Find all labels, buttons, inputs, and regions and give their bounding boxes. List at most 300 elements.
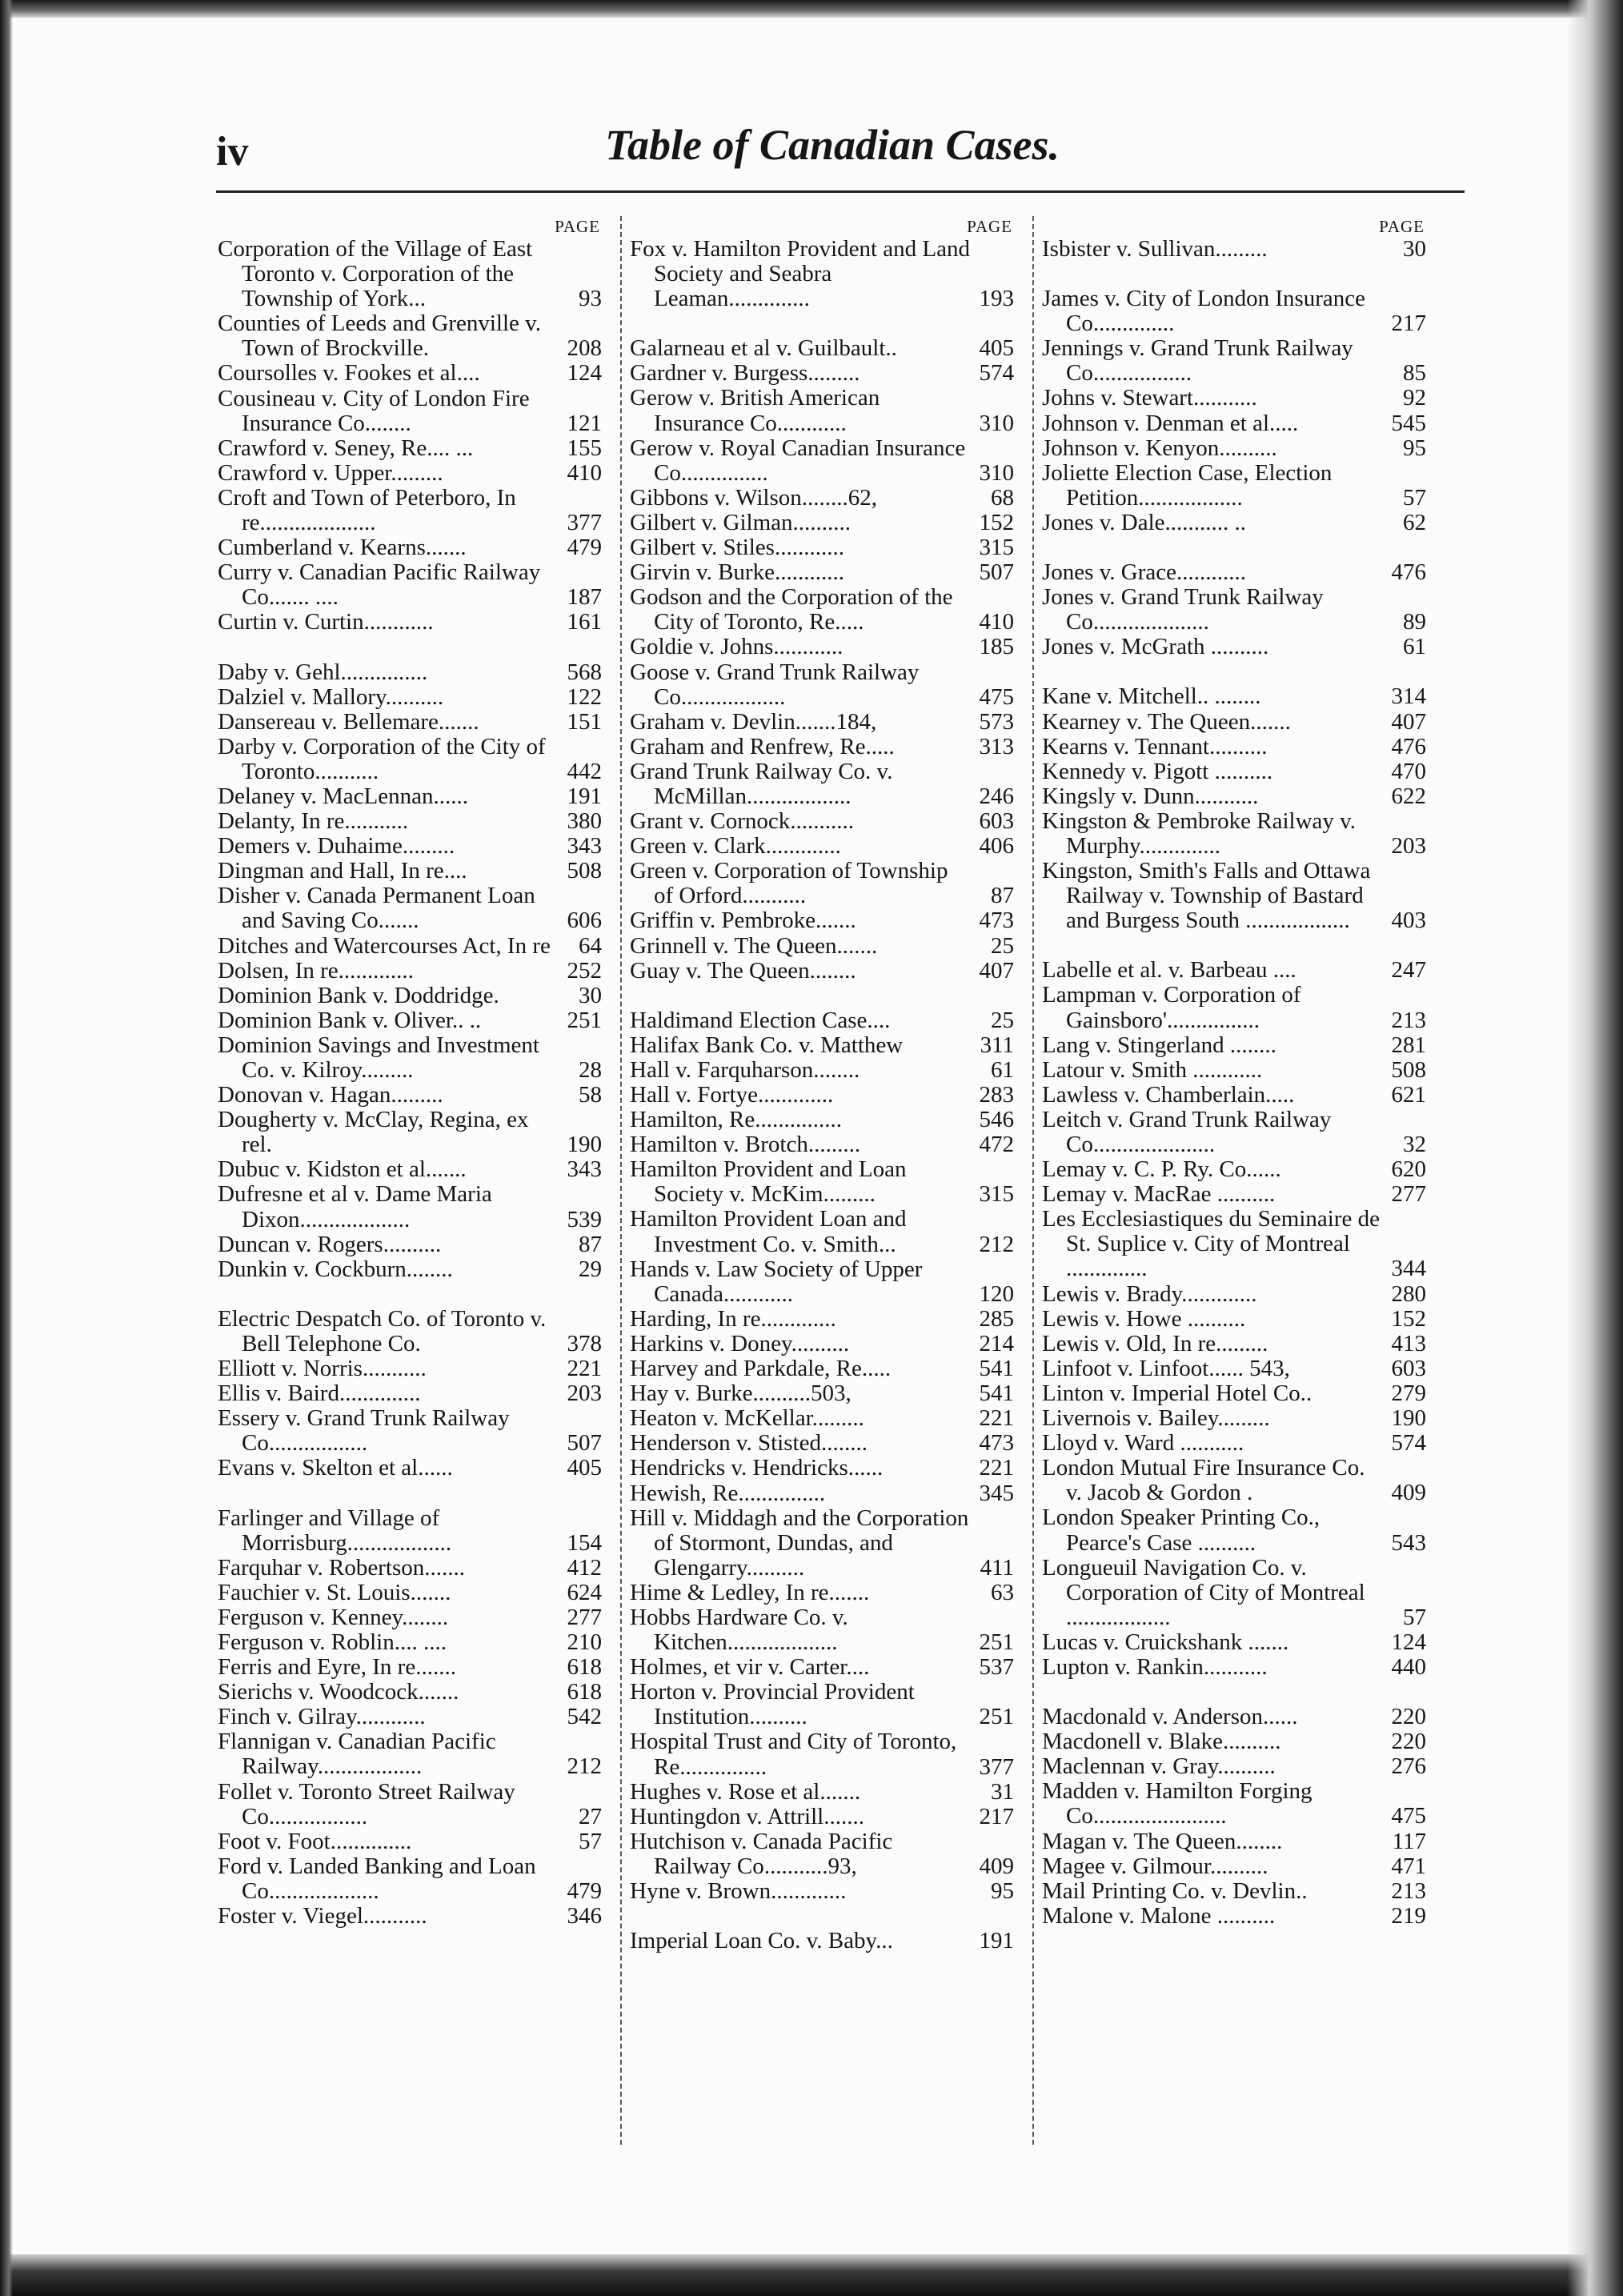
case-page-number: 543 <box>1391 1529 1426 1556</box>
case-page-number: 603 <box>1391 1355 1426 1381</box>
case-page-number: 151 <box>567 708 602 735</box>
case-name: Gardner v. Burgess......... <box>630 360 860 387</box>
case-entry <box>218 1108 602 1157</box>
case-entry <box>630 1506 1014 1581</box>
letter-group-gap <box>630 984 1014 1008</box>
case-page-number: 25 <box>991 1007 1014 1033</box>
case-entry <box>218 959 602 984</box>
case-page-number: 117 <box>1392 1828 1426 1854</box>
case-page-number: 507 <box>979 559 1014 586</box>
case-name: Lucas v. Cruickshank ....... <box>1042 1629 1289 1655</box>
case-entry <box>218 387 602 436</box>
case-entry <box>630 710 1014 735</box>
case-name: Grinnell v. The Queen....... <box>630 932 878 959</box>
case-entry <box>630 1879 1014 1904</box>
case-page-number: 277 <box>567 1604 602 1630</box>
case-name: Flannigan v. Canadian Pacific Railway.................. <box>218 1729 496 1780</box>
case-name: Madden v. Hamilton Forging Co....................... <box>1042 1778 1312 1829</box>
case-name: Haldimand Election Case.... <box>630 1007 891 1033</box>
case-name: Girvin v. Burke............ <box>630 559 844 586</box>
case-page-number: 277 <box>1391 1181 1426 1208</box>
case-page-number: 68 <box>991 484 1014 511</box>
case-page-number: 475 <box>979 683 1014 710</box>
case-entry <box>1042 1729 1426 1754</box>
case-page-number: 95 <box>1403 435 1426 461</box>
case-name: Essery v. Grand Trunk Railway Co................. <box>218 1405 510 1457</box>
case-entry <box>1042 286 1426 336</box>
case-entry <box>630 1381 1014 1406</box>
case-entry <box>630 560 1014 585</box>
case-page-number: 92 <box>1403 385 1426 411</box>
case-entry <box>218 1182 602 1232</box>
case-entry <box>630 1033 1014 1058</box>
page-column-label: PAGE <box>967 217 1012 236</box>
case-name: Gibbons v. Wilson........62, <box>630 484 877 511</box>
case-name: Goose v. Grand Trunk Railway Co.................. <box>630 659 920 710</box>
case-entry <box>630 635 1014 659</box>
case-name: Dingman and Hall, In re.... <box>218 858 467 884</box>
case-entry <box>630 859 1014 908</box>
case-page-number: 187 <box>567 584 602 611</box>
case-page-number: 64 <box>579 932 602 959</box>
case-name: Maclennan v. Gray.......... <box>1042 1753 1276 1780</box>
case-name: Kennedy v. Pigott .......... <box>1042 758 1273 784</box>
case-page-number: 212 <box>567 1753 602 1780</box>
case-name: Horton v. Provincial Provident Institution.......... <box>630 1679 915 1730</box>
case-page-number: 276 <box>1391 1753 1426 1780</box>
case-page-number: 208 <box>567 335 602 362</box>
case-page-number: 57 <box>579 1828 602 1854</box>
case-entry <box>1042 1406 1426 1431</box>
case-page-number: 479 <box>567 535 602 561</box>
case-page-number: 537 <box>979 1654 1014 1681</box>
case-page-number: 279 <box>1391 1380 1426 1406</box>
case-page-number: 620 <box>1391 1156 1426 1183</box>
case-entry <box>1042 461 1426 511</box>
case-entry <box>1042 859 1426 933</box>
case-entry <box>1042 735 1426 759</box>
case-name: Corporation of the Village of East Toronto v. Corporation of the Township of York... <box>218 236 533 312</box>
case-entry <box>1042 511 1426 535</box>
case-page-number: 61 <box>991 1056 1014 1083</box>
case-entry <box>630 1805 1014 1829</box>
case-entry <box>218 486 602 535</box>
case-page-number: 58 <box>579 1082 602 1108</box>
case-entry <box>218 1655 602 1680</box>
case-name: Latour v. Smith ............ <box>1042 1056 1263 1083</box>
case-entry <box>1042 759 1426 784</box>
case-name: Johns v. Stewart........... <box>1042 385 1257 411</box>
case-page-number: 472 <box>979 1132 1014 1158</box>
case-name: Lupton v. Rankin........... <box>1042 1653 1268 1680</box>
case-page-number: 507 <box>567 1430 602 1457</box>
case-page-number: 411 <box>980 1554 1014 1581</box>
case-page-number: 508 <box>1391 1056 1426 1083</box>
page-title: Table of Canadian Cases. <box>604 121 1060 169</box>
case-page-number: 539 <box>567 1206 602 1232</box>
case-page-number: 61 <box>1403 634 1426 660</box>
case-entry <box>218 1854 602 1904</box>
case-entry <box>218 710 602 735</box>
case-name: Lloyd v. Ward ........... <box>1042 1430 1244 1457</box>
case-name: Johnson v. Kenyon.......... <box>1042 435 1277 461</box>
case-entry <box>218 834 602 859</box>
case-page-number: 280 <box>1391 1280 1426 1307</box>
case-name: Dominion Savings and Investment Co. v. Kilroy......... <box>218 1032 539 1083</box>
case-entry <box>218 660 602 685</box>
case-page-number: 29 <box>579 1256 602 1282</box>
case-name: Lemay v. MacRae .......... <box>1042 1181 1276 1208</box>
case-page-number: 546 <box>979 1107 1014 1133</box>
case-name: Hall v. Fortye............. <box>630 1082 834 1108</box>
case-entry <box>630 759 1014 809</box>
case-name: Fauchier v. St. Louis....... <box>218 1579 451 1605</box>
case-name: Hamilton, Re............... <box>630 1107 843 1133</box>
case-entry <box>630 1108 1014 1132</box>
case-name: Magan v. The Queen........ <box>1042 1828 1283 1854</box>
case-name: Jones v. Grace............ <box>1042 559 1247 586</box>
case-entry <box>1042 1307 1426 1332</box>
case-entry <box>218 1581 602 1605</box>
case-name: Electric Despatch Co. of Toronto v. Bell Telephone Co. <box>218 1305 547 1356</box>
case-entry <box>218 1904 602 1929</box>
case-name: Labelle et al. v. Barbeau .... <box>1042 957 1296 984</box>
case-name: Guay v. The Queen........ <box>630 957 856 984</box>
case-page-number: 121 <box>567 410 602 436</box>
case-page-number: 476 <box>1391 559 1426 586</box>
case-entry <box>630 237 1014 311</box>
case-entry <box>218 1257 602 1282</box>
page-column-label: PAGE <box>1379 217 1425 236</box>
case-entry <box>218 735 602 784</box>
case-page-number: 377 <box>979 1753 1014 1780</box>
case-name: Gerow v. Royal Canadian Insurance Co............... <box>630 435 966 486</box>
case-page-number: 311 <box>980 1032 1014 1058</box>
case-page-number: 573 <box>979 708 1014 735</box>
case-entry <box>630 436 1014 486</box>
case-entry <box>630 336 1014 361</box>
case-page-number: 247 <box>1391 957 1426 984</box>
case-entry <box>630 386 1014 435</box>
case-page-number: 210 <box>567 1629 602 1655</box>
case-page-number: 154 <box>567 1529 602 1556</box>
case-entry <box>218 361 602 386</box>
case-entry <box>1042 1854 1426 1879</box>
case-name: Kingston & Pembroke Railway v. Murphy.............. <box>1042 807 1356 859</box>
scan-edge-bottom <box>0 2254 1623 2296</box>
case-page-number: 442 <box>567 758 602 784</box>
case-name: Sierichs v. Woodcock....... <box>218 1679 459 1705</box>
case-name: Dalziel v. Mallory.......... <box>218 683 444 710</box>
case-name: Hamilton v. Brotch......... <box>630 1132 861 1158</box>
case-entry <box>630 1431 1014 1456</box>
case-name: Harkins v. Doney.......... <box>630 1330 850 1356</box>
case-name: Dunkin v. Cockburn........ <box>218 1256 453 1282</box>
case-page-number: 378 <box>567 1330 602 1356</box>
case-page-number: 155 <box>567 435 602 461</box>
case-page-number: 87 <box>991 883 1014 909</box>
case-entry <box>630 1929 1014 1953</box>
letter-group-gap <box>630 1904 1014 1929</box>
case-page-number: 409 <box>979 1853 1014 1879</box>
case-entry <box>1042 1083 1426 1108</box>
case-name: Hill v. Middagh and the Corporation of Stormont, Dundas, and Glengarry.......... <box>630 1505 969 1581</box>
case-page-number: 213 <box>1391 1007 1426 1033</box>
case-entry <box>218 311 602 361</box>
case-name: Farlinger and Village of Morrisburg.................. <box>218 1505 452 1556</box>
case-page-number: 479 <box>567 1877 602 1904</box>
case-name: Gilbert v. Gilman.......... <box>630 509 851 535</box>
case-name: Darby v. Corporation of the City of Toronto........... <box>218 733 546 784</box>
case-entry <box>218 809 602 834</box>
case-name: Lang v. Stingerland ........ <box>1042 1032 1276 1058</box>
case-name: Isbister v. Sullivan......... <box>1042 236 1268 262</box>
scan-edge-right <box>1567 0 1623 2296</box>
case-entry <box>630 1257 1014 1307</box>
case-entry <box>218 1381 602 1406</box>
case-page-number: 542 <box>567 1704 602 1730</box>
case-page-number: 85 <box>1403 360 1426 387</box>
case-name: Lemay v. C. P. Ry. Co...... <box>1042 1156 1281 1183</box>
case-page-number: 343 <box>567 833 602 859</box>
case-name: Goldie v. Johns............ <box>630 634 844 660</box>
case-page-number: 221 <box>979 1455 1014 1481</box>
case-name: Johnson v. Denman et al..... <box>1042 410 1299 436</box>
case-entry <box>630 735 1014 759</box>
header-rule <box>216 190 1465 193</box>
case-name: Hospital Trust and City of Toronto, Re............... <box>630 1729 957 1780</box>
case-name: Imperial Loan Co. v. Baby... <box>630 1928 893 1954</box>
case-page-number: 93 <box>579 286 602 312</box>
case-entry <box>1042 1356 1426 1381</box>
case-name: Halifax Bank Co. v. Matthew <box>630 1032 904 1058</box>
case-entry <box>630 511 1014 535</box>
case-name: Dougherty v. McClay, Regina, ex rel. <box>218 1107 529 1158</box>
case-page-number: 219 <box>1391 1902 1426 1929</box>
case-page-number: 508 <box>567 858 602 884</box>
case-name: Leitch v. Grand Trunk Railway Co..................... <box>1042 1106 1332 1157</box>
case-entry <box>630 809 1014 834</box>
case-page-number: 152 <box>979 509 1014 535</box>
case-entry <box>1042 1505 1426 1555</box>
case-page-number: 89 <box>1403 609 1426 635</box>
case-page-number: 314 <box>1391 683 1426 710</box>
case-entry <box>1042 635 1426 659</box>
page-column-label: PAGE <box>555 217 600 236</box>
case-page-number: 217 <box>979 1803 1014 1829</box>
case-entry <box>630 959 1014 984</box>
case-name: Daby v. Gehl............... <box>218 659 428 685</box>
case-entry <box>1042 1207 1426 1281</box>
case-page-number: 221 <box>567 1356 602 1382</box>
case-page-number: 220 <box>1391 1704 1426 1730</box>
case-page-number: 28 <box>579 1057 602 1083</box>
case-page-number: 410 <box>979 609 1014 635</box>
case-entry <box>630 1456 1014 1481</box>
case-name: Kearns v. Tennant.......... <box>1042 733 1268 759</box>
case-page-number: 203 <box>567 1380 602 1407</box>
case-entry <box>1042 1456 1426 1505</box>
case-page-number: 217 <box>1391 311 1426 337</box>
case-name: Jones v. Dale........... .. <box>1042 509 1247 535</box>
case-page-number: 252 <box>567 957 602 984</box>
case-name: Grant v. Cornock........... <box>630 808 855 835</box>
case-entry <box>630 1481 1014 1506</box>
case-page-number: 251 <box>979 1704 1014 1730</box>
case-name: Livernois v. Bailey......... <box>1042 1405 1270 1432</box>
case-name: Foster v. Viegel........... <box>218 1903 427 1929</box>
case-entry <box>1042 585 1426 635</box>
case-entry <box>630 660 1014 710</box>
case-entry <box>630 1680 1014 1729</box>
case-page-number: 32 <box>1403 1132 1426 1157</box>
case-entry <box>630 1829 1014 1879</box>
case-name: Henderson v. Stisted........ <box>630 1430 868 1457</box>
case-entry <box>630 1207 1014 1256</box>
case-name: Harding, In re............. <box>630 1305 836 1332</box>
case-page-number: 220 <box>1391 1729 1426 1755</box>
case-entry <box>218 1729 602 1779</box>
case-entry <box>1042 684 1426 709</box>
case-page-number: 310 <box>979 459 1014 486</box>
case-page-number: 409 <box>1391 1480 1426 1506</box>
case-name: London Speaker Printing Co., Pearce's Case .......... <box>1042 1505 1320 1556</box>
case-page-number: 380 <box>567 808 602 835</box>
case-entry <box>630 486 1014 511</box>
case-entry <box>630 1332 1014 1356</box>
case-page-number: 568 <box>567 659 602 685</box>
case-entry <box>218 859 602 884</box>
case-page-number: 407 <box>1391 708 1426 735</box>
case-page-number: 541 <box>979 1356 1014 1382</box>
case-page-number: 221 <box>979 1405 1014 1432</box>
case-name: Follet v. Toronto Street Railway Co................. <box>218 1778 515 1829</box>
case-name: Elliott v. Norris........... <box>218 1356 427 1382</box>
case-entry <box>630 585 1014 635</box>
case-entry <box>218 610 602 635</box>
case-page-number: 213 <box>1391 1877 1426 1904</box>
case-name: Linton v. Imperial Hotel Co.. <box>1042 1380 1312 1406</box>
case-entry <box>1042 436 1426 461</box>
case-page-number: 285 <box>979 1305 1014 1332</box>
case-name: Gerow v. British American Insurance Co............ <box>630 385 880 436</box>
case-page-number: 310 <box>979 410 1014 436</box>
case-entry <box>218 461 602 486</box>
case-name: Crawford v. Upper......... <box>218 459 443 486</box>
case-entry <box>218 1456 602 1481</box>
case-entry <box>218 1506 602 1556</box>
case-name: Lawless v. Chamberlain..... <box>1042 1081 1295 1108</box>
case-name: Hobbs Hardware Co. v. Kitchen................... <box>630 1604 848 1656</box>
case-entry <box>218 884 602 933</box>
case-entry <box>218 1157 602 1182</box>
case-entry <box>1042 1381 1426 1406</box>
case-name: Hewish, Re............... <box>630 1480 826 1506</box>
case-page-number: 473 <box>979 908 1014 934</box>
case-entry <box>218 237 602 311</box>
case-name: Coursolles v. Fookes et al.... <box>218 360 480 387</box>
column-separator <box>620 216 622 2145</box>
case-page-number: 212 <box>979 1231 1014 1257</box>
case-page-number: 344 <box>1391 1256 1426 1282</box>
case-entry <box>630 1581 1014 1605</box>
case-entry <box>1042 1655 1426 1680</box>
case-name: Donovan v. Hagan......... <box>218 1082 443 1108</box>
index-column-1 <box>218 216 602 2153</box>
case-entry <box>630 1729 1014 1779</box>
case-name: Huntingdon v. Attrill....... <box>630 1803 864 1829</box>
case-name: Macdonald v. Anderson...... <box>1042 1704 1298 1730</box>
case-page-number: 27 <box>579 1803 602 1829</box>
case-name: Graham v. Devlin.......184, <box>630 708 877 735</box>
case-entry <box>1042 784 1426 809</box>
column-separator <box>1032 216 1034 2145</box>
case-entry <box>218 1829 602 1854</box>
case-entry <box>218 784 602 809</box>
case-name: Evans v. Skelton et al...... <box>218 1455 453 1481</box>
scan-edge-top <box>0 0 1623 18</box>
case-entry <box>630 1605 1014 1655</box>
case-entry <box>630 1083 1014 1108</box>
case-page-number: 473 <box>979 1430 1014 1457</box>
case-name: Kearney v. The Queen....... <box>1042 708 1291 735</box>
case-entry <box>1042 1754 1426 1779</box>
case-page-number: 315 <box>979 1181 1014 1208</box>
case-entry <box>1042 1182 1426 1207</box>
case-name: Demers v. Duhaime......... <box>218 833 455 859</box>
case-page-number: 25 <box>991 932 1014 959</box>
case-entry <box>1042 411 1426 436</box>
case-page-number: 62 <box>1403 509 1426 535</box>
case-page-number: 283 <box>979 1082 1014 1108</box>
case-name: Harvey and Parkdale, Re..... <box>630 1356 892 1382</box>
case-entry <box>1042 386 1426 411</box>
case-name: Lampman v. Corporation of Gainsboro'................ <box>1042 982 1301 1033</box>
case-name: Kingston, Smith's Falls and Ottawa Railway v. Township of Bastard and Burgess South .................. <box>1042 858 1371 934</box>
case-name: Ferguson v. Kenney........ <box>218 1604 449 1630</box>
case-page-number: 346 <box>567 1903 602 1929</box>
case-name: Green v. Clark............. <box>630 833 841 859</box>
case-page-number: 471 <box>1391 1853 1426 1879</box>
case-name: Ellis v. Baird.............. <box>218 1380 421 1407</box>
case-page-number: 624 <box>567 1579 602 1605</box>
case-name: Joliette Election Case, Election Petition.................. <box>1042 459 1332 511</box>
case-name: Cousineau v. City of London Fire Insurance Co........ <box>218 385 530 436</box>
case-page-number: 545 <box>1391 410 1426 436</box>
case-page-number: 63 <box>991 1579 1014 1605</box>
case-entry <box>218 1232 602 1257</box>
case-page-number: 152 <box>1391 1305 1426 1332</box>
case-name: Dolsen, In re............. <box>218 957 414 984</box>
case-page-number: 214 <box>979 1330 1014 1356</box>
letter-group-gap <box>1042 659 1426 684</box>
case-entry <box>1042 1282 1426 1307</box>
case-name: Gilbert v. Stiles............ <box>630 535 844 561</box>
case-name: Green v. Corporation of Township of Orford........... <box>630 858 948 909</box>
case-entry <box>1042 809 1426 859</box>
case-page-number: 30 <box>579 982 602 1008</box>
case-name: Ferris and Eyre, In re....... <box>218 1654 456 1681</box>
case-entry <box>218 560 602 610</box>
case-name: London Mutual Fire Insurance Co. v. Jacob & Gordon . <box>1042 1455 1365 1506</box>
case-page-number: 124 <box>1391 1629 1426 1655</box>
case-page-number: 315 <box>979 535 1014 561</box>
case-name: Delaney v. MacLennan...... <box>218 783 468 809</box>
case-name: Crawford v. Seney, Re.... ... <box>218 435 474 461</box>
case-name: Kingsly v. Dunn........... <box>1042 783 1259 809</box>
case-entry <box>218 1307 602 1356</box>
case-entry <box>630 1008 1014 1033</box>
